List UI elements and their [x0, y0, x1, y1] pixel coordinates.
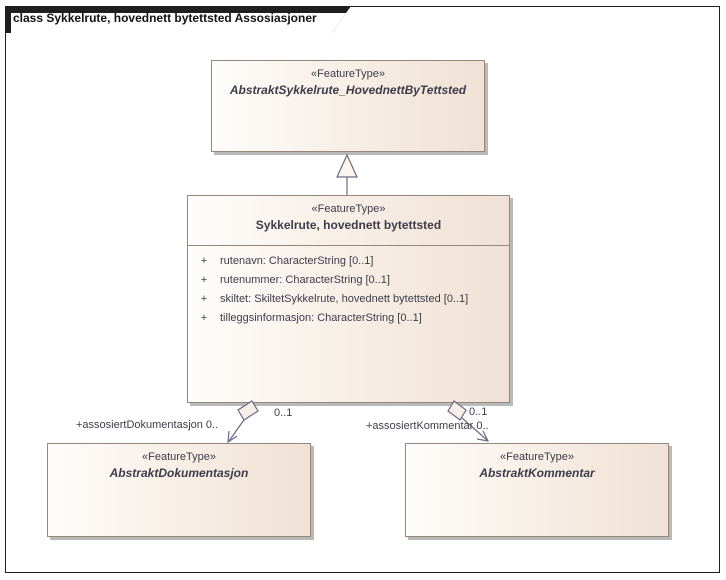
class-name: AbstraktDokumentasjon	[109, 466, 249, 480]
role-label-dokumentasjon: +assosiertDokumentasjon 0..	[76, 419, 219, 431]
attribute-row[interactable]	[188, 308, 509, 327]
attr-visibility: +	[200, 273, 208, 286]
attribute-row[interactable]	[188, 289, 509, 308]
class-stereotype: «FeatureType»	[142, 451, 216, 463]
attr-text: rutenummer: CharacterString [0..1]	[220, 273, 390, 286]
uml-class-abstraktsykkelrute-hovednettbytettsted[interactable]	[211, 60, 485, 152]
class-name: Sykkelrute, hovednett bytettsted	[255, 218, 442, 232]
attr-visibility: +	[200, 254, 208, 267]
multiplicity-label-dokumentasjon: 0..1	[274, 407, 293, 419]
attribute-row[interactable]	[188, 251, 509, 270]
role-label-kommentar: +assosiertKommentar 0..	[366, 420, 489, 432]
class-stereotype: «FeatureType»	[500, 451, 574, 463]
class-name: AbstraktSykkelrute_HovednettByTettsted	[229, 83, 467, 97]
attr-visibility: +	[200, 292, 208, 305]
attr-visibility: +	[200, 311, 208, 324]
attr-text: tilleggsinformasjon: CharacterString [0..1]	[220, 311, 422, 324]
class-stereotype: «FeatureType»	[311, 68, 385, 80]
uml-class-abstraktkommentar[interactable]	[405, 443, 669, 537]
attribute-compartment	[188, 245, 509, 402]
attr-text: rutenavn: CharacterString [0..1]	[220, 254, 374, 267]
class-stereotype: «FeatureType»	[311, 203, 386, 215]
class-name: AbstraktKommentar	[479, 466, 595, 480]
attr-text: skiltet: SkiltetSykkelrute, hovednett bytettsted [0..1]	[220, 292, 469, 305]
uml-class-sykkelrute-hovednett-bytettsted[interactable]	[187, 195, 510, 403]
uml-class-abstraktdokumentasjon[interactable]	[47, 443, 311, 537]
attribute-row[interactable]	[188, 270, 509, 289]
diagram-title: class Sykkelrute, hovednett bytettsted Assosiasjoner	[13, 11, 317, 25]
multiplicity-label-kommentar: 0..1	[469, 406, 488, 418]
